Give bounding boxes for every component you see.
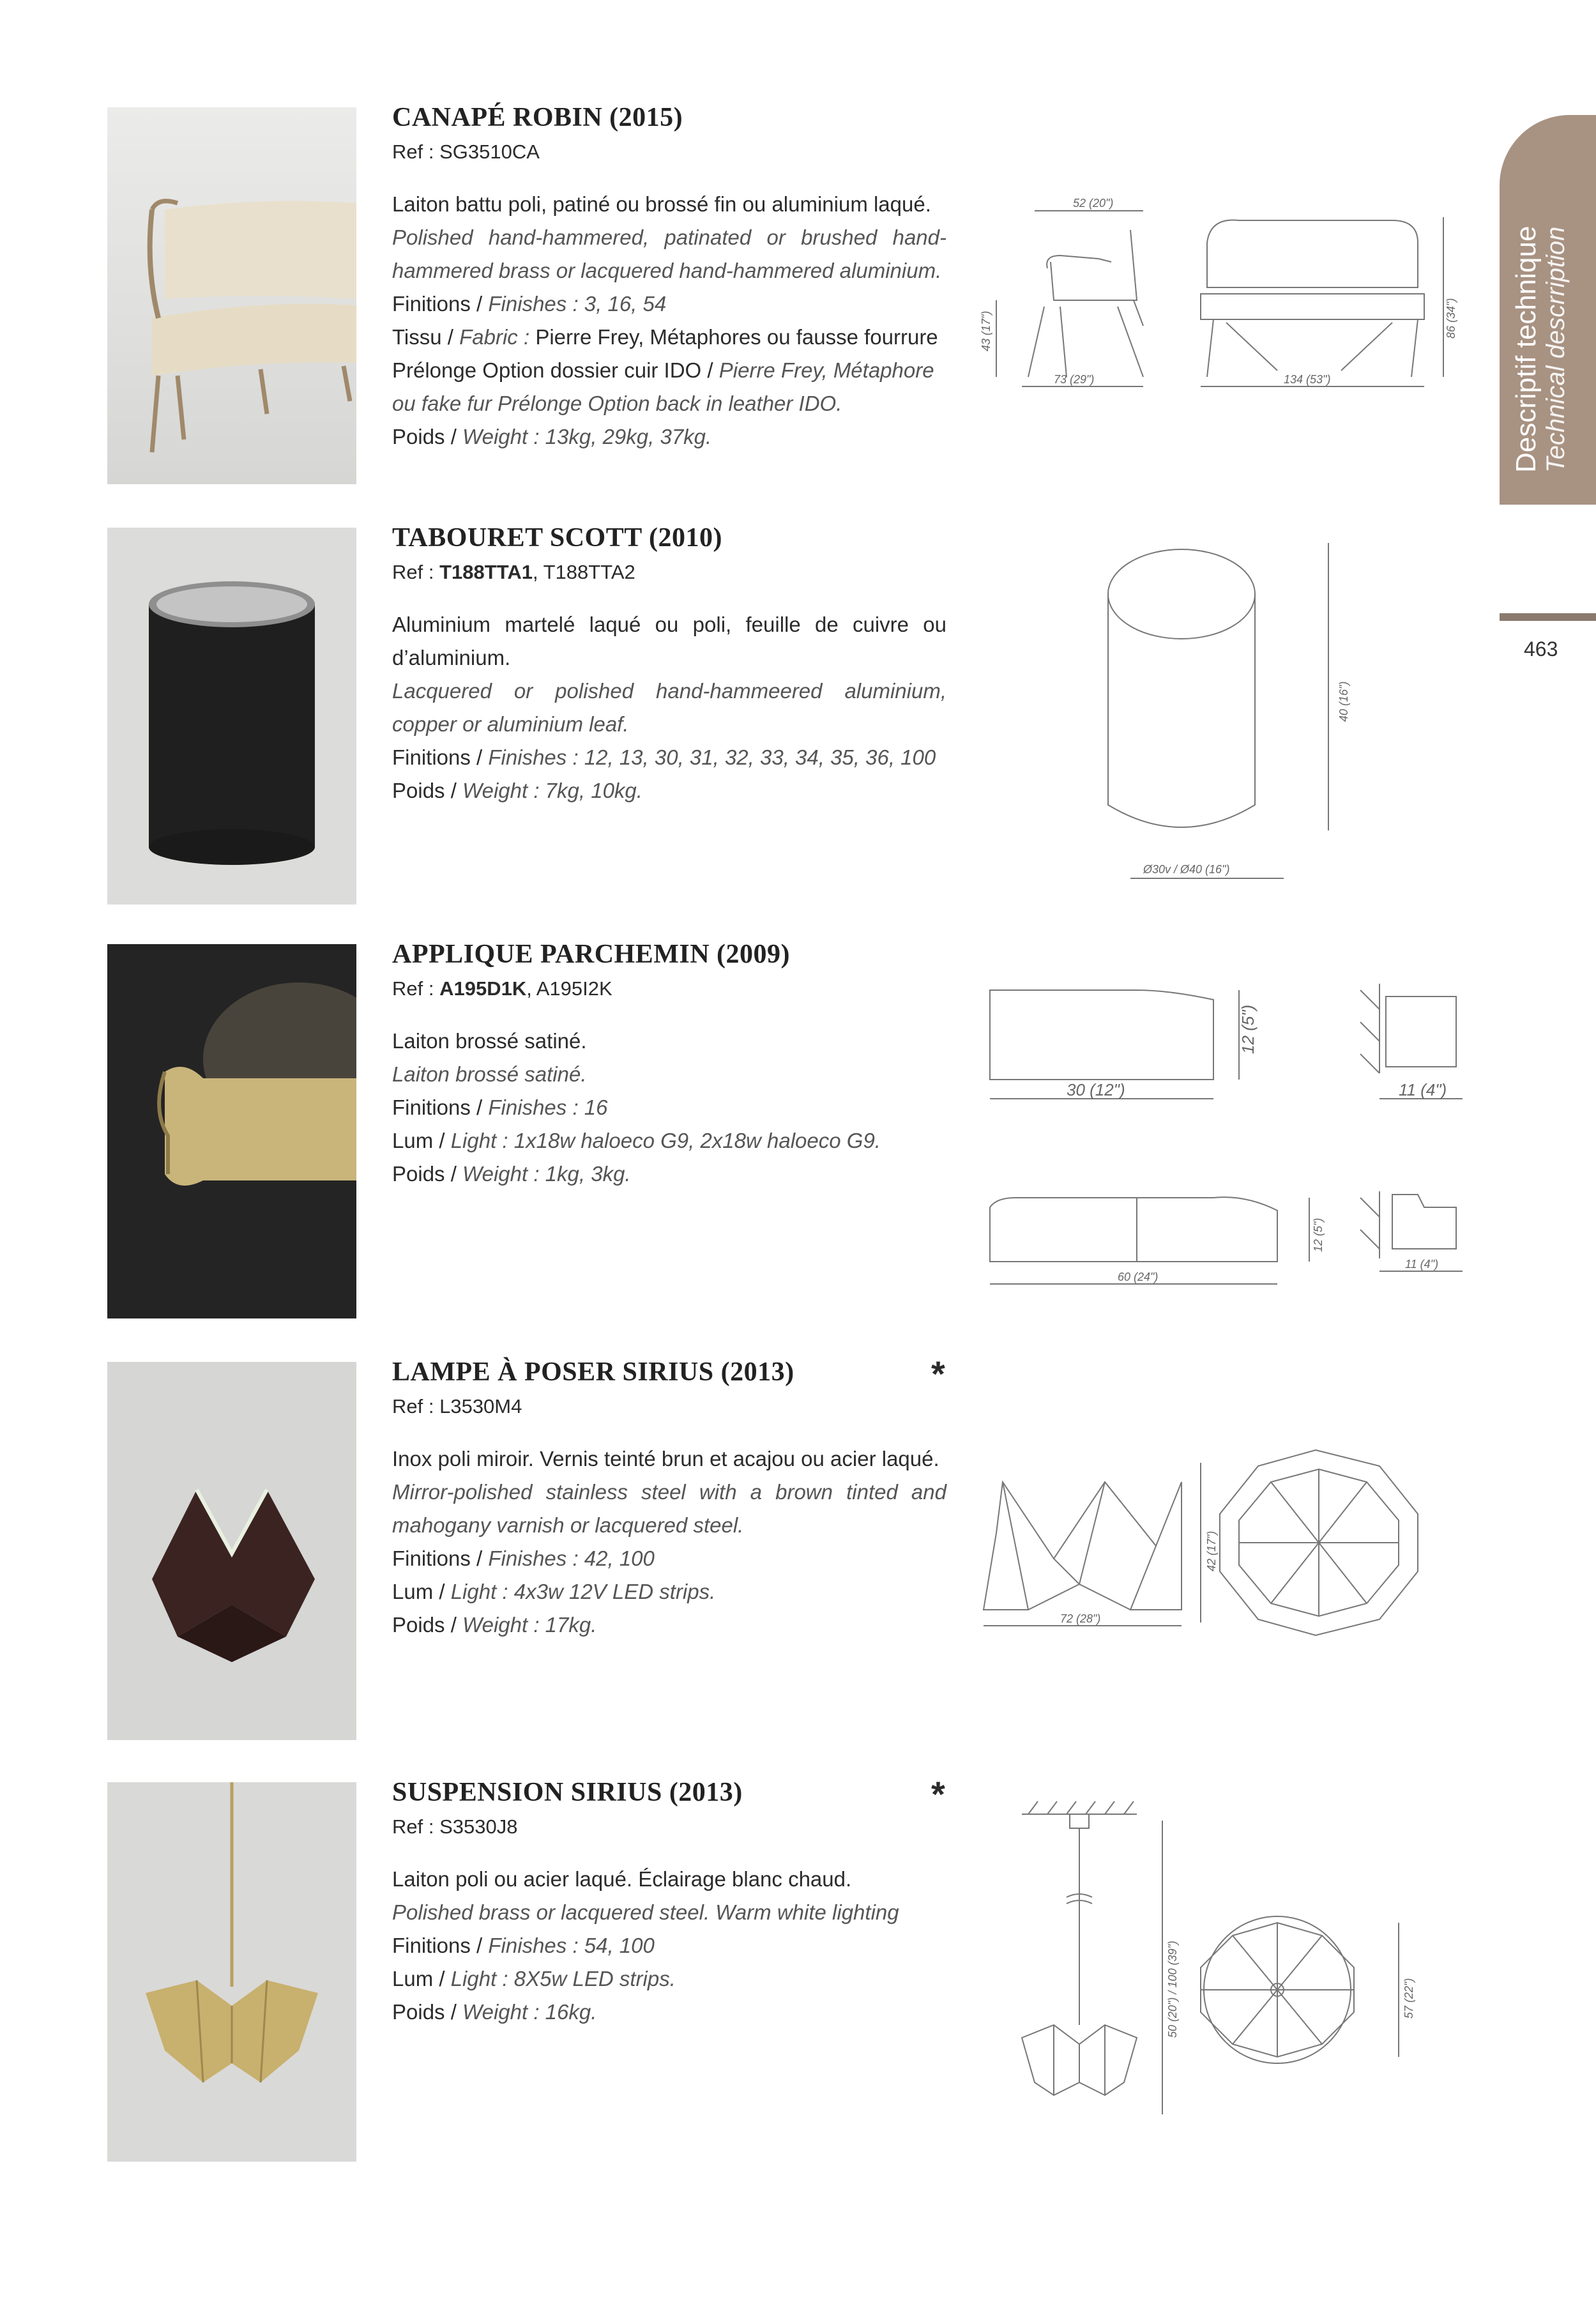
description-fr: Laiton poli ou acier laqué. Éclairage blanc chaud. (392, 1867, 852, 1891)
spec-weight: Poids / Weight : 13kg, 29kg, 37kg. (392, 425, 712, 448)
spec-weight: Poids / Weight : 16kg. (392, 2000, 597, 2024)
dim-label: 72 (28") (1060, 1612, 1101, 1625)
asterisk-mark: * (931, 1354, 945, 1394)
product-ref: Ref : S3530J8 (392, 1815, 518, 1838)
asterisk-mark: * (931, 1774, 945, 1814)
technical-drawing-suspension-sirius (1009, 1795, 1482, 2178)
spec-fabric: Tissu / Fabric : Pierre Frey, Métaphores ou fausse fourrure (392, 325, 938, 349)
dim-label: 50 (20") / 100 (39") (1166, 1941, 1179, 2038)
dim-label: 134 (53") (1284, 373, 1331, 386)
section-tab-label (1511, 226, 1570, 473)
description-fr: Inox poli miroir. Vernis teinté brun et acajou ou acier laqué. (392, 1447, 939, 1470)
product-ref: Ref : T188TTA1, T188TTA2 (392, 561, 635, 583)
dim-label: Ø30v / Ø40 (16") (1143, 863, 1230, 876)
description-en: Laiton brossé satiné. (392, 1062, 587, 1086)
dim-label: 43 (17") (980, 310, 992, 351)
section-subtitle: Technical descrription (1542, 226, 1570, 473)
page-number-bar (1500, 613, 1596, 621)
product-ref: Ref : SG3510CA (392, 141, 540, 163)
description-en: Mirror-polished stainless steel with a brown tinted and mahogany varnish or lacquered steel. (392, 1480, 946, 1537)
product-ref: Ref : L3530M4 (392, 1395, 522, 1417)
product-photo-applique-parchemin (107, 944, 356, 1318)
spec-light: Lum / Light : 8X5w LED strips. (392, 1967, 676, 1990)
spec-finishes: Finitions / Finishes : 54, 100 (392, 1934, 655, 1957)
spec-weight: Poids / Weight : 1kg, 3kg. (392, 1162, 631, 1186)
product-lampe-sirius (392, 1357, 946, 1642)
technical-drawing-tabouret-scott (1086, 530, 1367, 901)
product-applique-parchemin (392, 939, 946, 1191)
product-canape-robin (392, 102, 946, 454)
dim-label: 12 (5") (1312, 1218, 1325, 1252)
dim-label: 12 (5") (1238, 1004, 1258, 1054)
description-en: Polished brass or lacquered steel. Warm white lighting (392, 1900, 899, 1924)
spec-finishes: Finitions / Finishes : 42, 100 (392, 1547, 655, 1570)
dim-label: 52 (20") (1073, 197, 1114, 210)
spec-light: Lum / Light : 4x3w 12V LED strips. (392, 1580, 716, 1603)
description-fr: Aluminium martelé laqué ou poli, feuille de cuivre ou d’aluminium. (392, 613, 946, 669)
dim-label: 11 (4") (1405, 1258, 1439, 1271)
spec-light: Lum / Light : 1x18w haloeco G9, 2x18w haloeco G9. (392, 1129, 881, 1152)
dim-label: 42 (17") (1205, 1531, 1218, 1571)
product-title: LAMPE À POSER SIRIUS (2013) (392, 1357, 794, 1387)
spec-option: Prélonge Option dossier cuir IDO / Pierre Frey, Métaphore ou fake fur Prélonge Option back in leather IDO. (392, 358, 934, 415)
product-tabouret-scott (392, 523, 946, 807)
dim-label: 86 (34") (1445, 298, 1457, 339)
technical-drawing-canape-robin (971, 192, 1475, 396)
product-photo-suspension-sirius (107, 1782, 356, 2162)
description-fr: Laiton battu poli, patiné ou brossé fin ou aluminium laqué. (392, 192, 931, 216)
dim-label: 11 (4") (1399, 1080, 1447, 1099)
spec-finishes: Finitions / Finishes : 12, 13, 30, 31, 32, 33, 34, 35, 36, 100 (392, 745, 936, 769)
product-photo-canape-robin (107, 107, 356, 484)
dim-label: 30 (12") (1067, 1080, 1125, 1099)
spec-weight: Poids / Weight : 17kg. (392, 1613, 597, 1637)
technical-drawing-lampe-sirius (971, 1431, 1482, 1661)
technical-drawing-applique-parchemin (977, 971, 1475, 1303)
spec-finishes: Finitions / Finishes : 3, 16, 54 (392, 292, 667, 316)
product-ref: Ref : A195D1K, A195I2K (392, 977, 612, 1000)
product-title: SUSPENSION SIRIUS (2013) (392, 1778, 743, 1807)
spec-weight: Poids / Weight : 7kg, 10kg. (392, 779, 642, 802)
product-title: APPLIQUE PARCHEMIN (2009) (392, 940, 791, 969)
dim-label: 57 (22") (1402, 1978, 1415, 2019)
page-number: 463 (1524, 638, 1558, 661)
product-title: TABOURET SCOTT (2010) (392, 523, 722, 553)
description-en: Lacquered or polished hand-hammeered aluminium, copper or aluminium leaf. (392, 679, 946, 736)
dim-label: 73 (29") (1054, 373, 1095, 386)
spec-finishes: Finitions / Finishes : 16 (392, 1096, 608, 1119)
product-title: CANAPÉ ROBIN (2015) (392, 103, 683, 132)
description-fr: Laiton brossé satiné. (392, 1029, 587, 1053)
product-photo-tabouret-scott (107, 528, 356, 905)
dim-label: 40 (16") (1337, 681, 1350, 722)
section-title: Descriptif technique (1510, 225, 1542, 473)
dim-label: 60 (24") (1118, 1271, 1159, 1283)
product-photo-lampe-sirius (107, 1362, 356, 1740)
description-en: Polished hand-hammered, patinated or brushed hand-hammered brass or lacquered hand-hammered aluminium. (392, 225, 946, 282)
product-suspension-sirius (392, 1777, 946, 2029)
